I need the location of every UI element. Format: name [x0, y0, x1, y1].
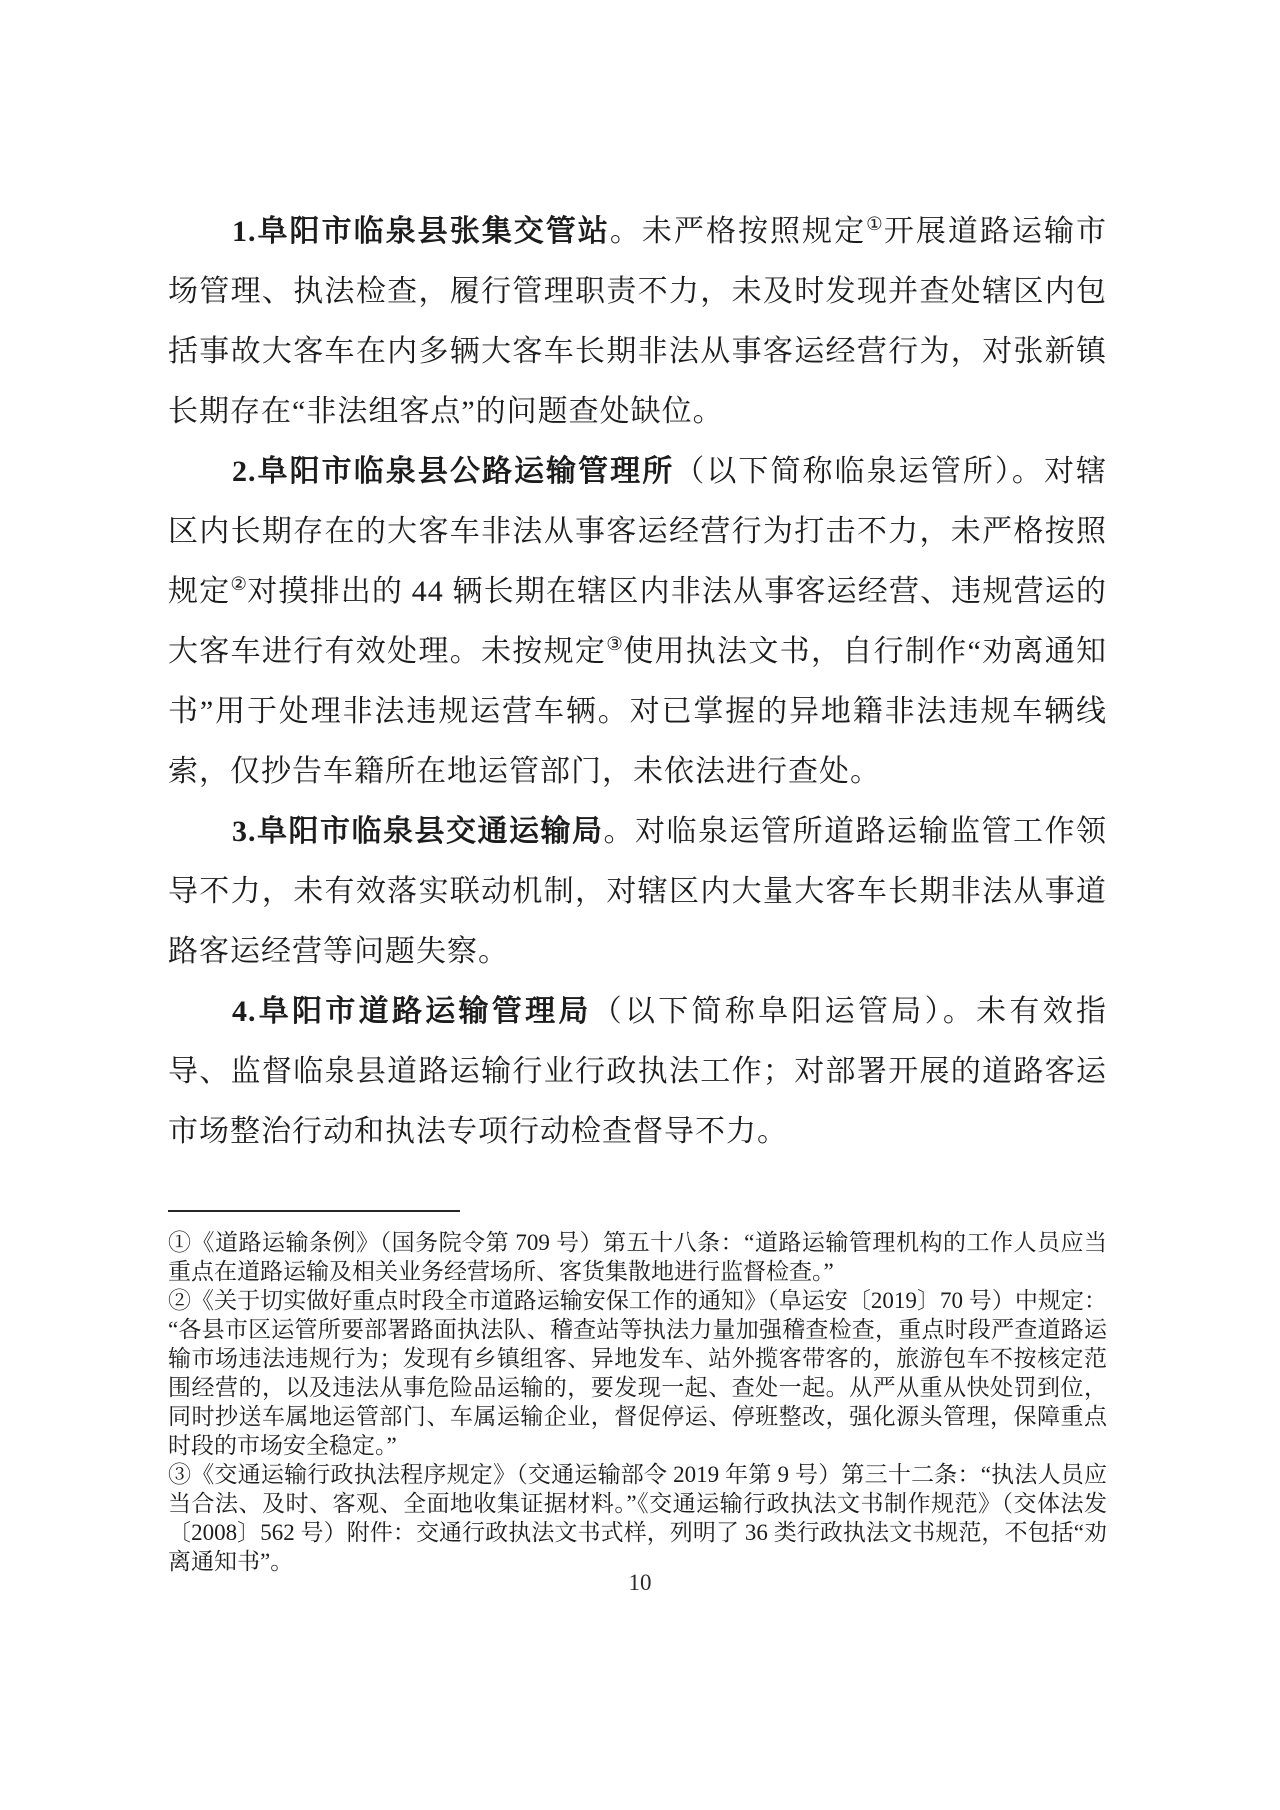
text-segment: 。对临泉运管所道路运输监管工作领导不力，未有效落实联动机制，对辖区内大量大客车长期非法从事道路客运经营等问题失察。	[168, 815, 1107, 968]
text-segment: 。未严格按照规定	[609, 215, 867, 248]
paragraph-heading: 1.阜阳市临泉县张集交管站	[232, 215, 610, 248]
body-paragraph	[168, 442, 1107, 802]
footnote-reference: ①	[866, 214, 884, 235]
footnote-text: 《交通运输行政执法程序规定》（交通运输部令 2019 年第 9 号）第三十二条：“执法人员应当合法、及时、客观、全面地收集证据材料。”《交通运输行政执法文书制作规范》（交体法发〔2008〕562 号）附件：交通行政执法文书式样，列明了 36 类行政执法文书规范，不包括“劝离通知书”。	[168, 1462, 1107, 1574]
footnote-item	[168, 1286, 1107, 1460]
footnotes-section	[168, 1228, 1107, 1576]
text-segment: （以下简称临泉运管所）。对辖区内长期存在的大客车非法从事客运经营行为打击不力，未严格按照规定	[168, 455, 1108, 608]
footnote-item	[168, 1228, 1107, 1286]
text-segment: 对摸排出的 44 辆长期在辖区内非法从事客运经营、违规营运的大客车进行有效处理。未按规定	[168, 575, 1108, 668]
footnote-reference: ③	[606, 634, 624, 655]
page-number: 10	[628, 1570, 652, 1595]
paragraph-heading: 2.阜阳市临泉县公路运输管理所	[232, 455, 675, 488]
footnote-separator	[168, 1210, 460, 1212]
body-paragraph	[168, 982, 1107, 1162]
body-paragraph	[168, 802, 1107, 982]
text-segment: （以下简称阜阳运管局）。未有效指导、监督临泉县道路运输行业行政执法工作；对部署开展的道路客运市场整治行动和执法专项行动检查督导不力。	[168, 995, 1108, 1148]
footnote-reference: ②	[230, 574, 248, 595]
footnote-item	[168, 1460, 1107, 1576]
text-segment: 开展道路运输市场管理、执法检查，履行管理职责不力，未及时发现并查处辖区内包括事故大客车在内多辆大客车长期非法从事客运经营行为，对张新镇长期存在“非法组客点”的问题查处缺位。	[168, 215, 1108, 428]
footnote-marker: ③	[168, 1462, 192, 1487]
text-segment: 使用执法文书，自行制作“劝离通知书”用于处理非法违规运营车辆。对已掌握的异地籍非法违规车辆线索，仅抄告车籍所在地运管部门，未依法进行查处。	[168, 635, 1108, 788]
footnote-text: 《关于切实做好重点时段全市道路运输安保工作的通知》（阜运安〔2019〕70 号）中规定：“各县市区运管所要部署路面执法队、稽查站等执法力量加强稽查检查，重点时段严查道路运输市场违法违规行为；发现有乡镇组客、异地发车、站外揽客带客的，旅游包车不按核定范围经营的，以及违法从事危险品运输的，要发现一起、查处一起。从严从重从快处罚到位，同时抄送车属地运管部门、车属运输企业，督促停运、停班整改，强化源头管理，保障重点时段的市场安全稳定。”	[168, 1288, 1108, 1458]
document-body	[168, 202, 1107, 1162]
paragraph-heading: 3.阜阳市临泉县交通运输局	[232, 815, 604, 848]
body-paragraph	[168, 202, 1107, 442]
footnote-text: 《道路运输条例》（国务院令第 709 号）第五十八条：“道路运输管理机构的工作人员应当重点在道路运输及相关业务经营场所、客货集散地进行监督检查。”	[168, 1230, 1107, 1284]
paragraph-heading: 4.阜阳市道路运输管理局	[232, 995, 592, 1028]
footnote-marker: ②	[168, 1288, 192, 1313]
footnote-marker: ①	[168, 1230, 192, 1255]
